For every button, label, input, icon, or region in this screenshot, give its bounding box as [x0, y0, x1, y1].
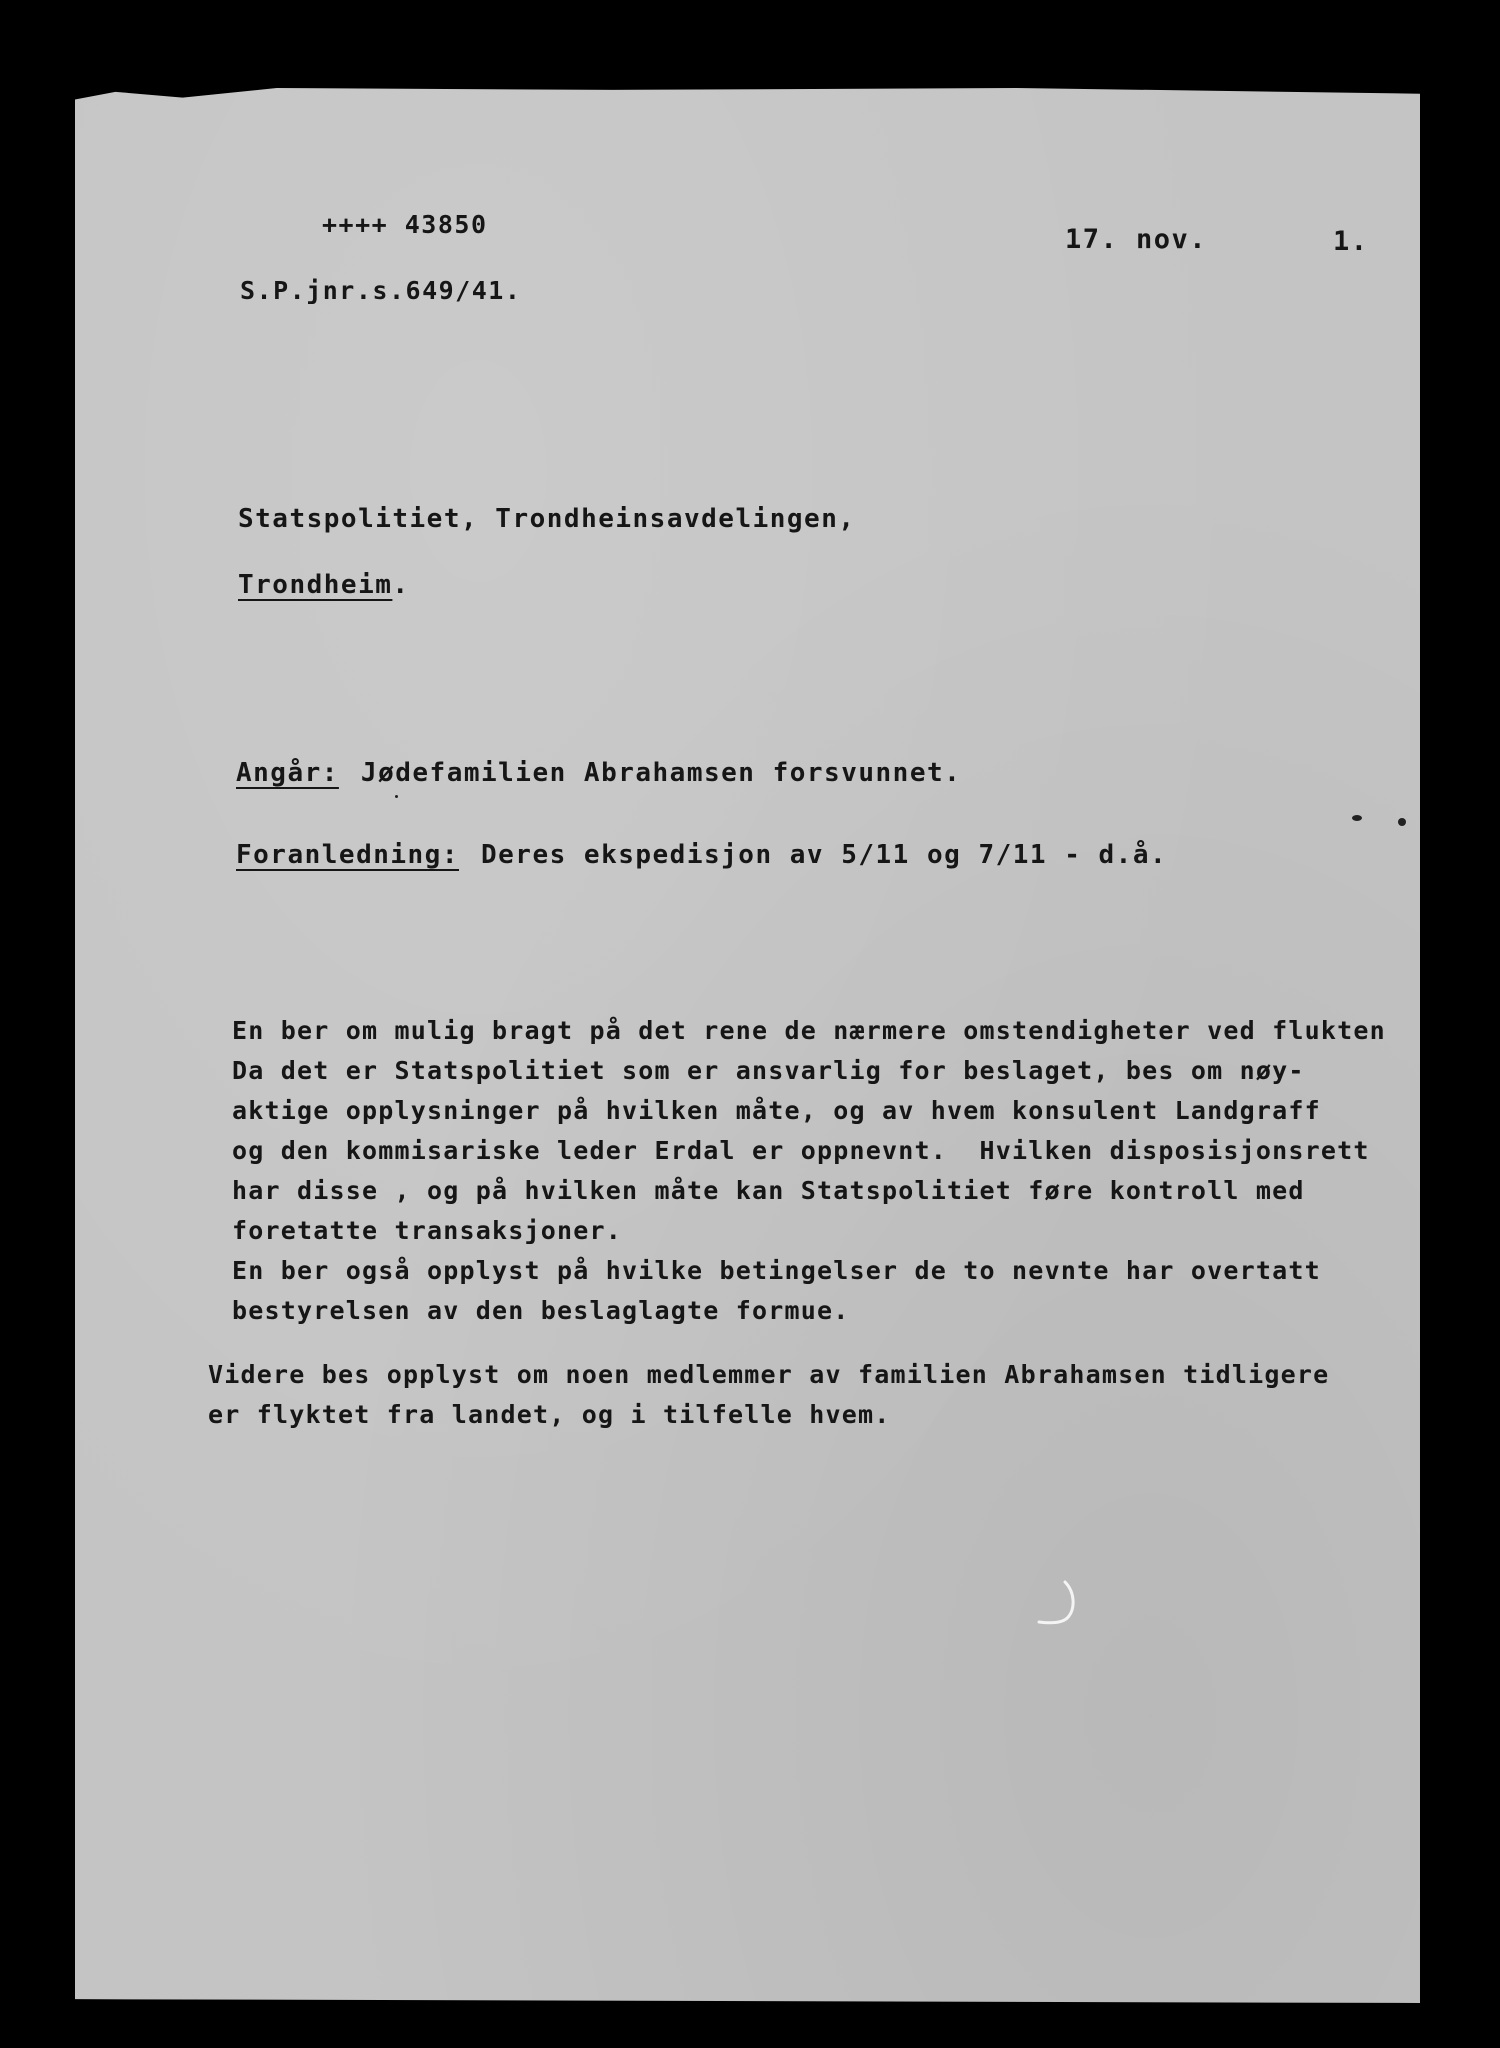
- closing-line: er flyktet fra landet, og i tilfelle hvem.: [208, 1400, 891, 1429]
- journal-number: S.P.jnr.s.649/41.: [240, 276, 522, 305]
- reason-line: [236, 842, 1167, 868]
- recipient-city-period: .: [392, 570, 410, 600]
- document-date: 17. nov.: [1065, 224, 1208, 255]
- body-line: aktige opplysninger på hvilken måte, og av hvem konsulent Landgraff: [232, 1096, 1321, 1125]
- body-line: En ber om mulig bragt på det rene de nærmere omstendigheter ved flukten: [232, 1016, 1386, 1045]
- body-line: Da det er Statspolitiet som er ansvarlig for beslaget, bes om nøy-: [232, 1056, 1305, 1085]
- reference-number: ++++ 43850: [322, 210, 488, 239]
- recipient-city: Trondheim: [238, 570, 393, 600]
- body-line: bestyrelsen av den beslaglagte formue.: [232, 1296, 850, 1325]
- reason-label: Foranledning:: [236, 840, 459, 870]
- paper-speck: [395, 795, 398, 798]
- closing-line: Videre bes opplyst om noen medlemmer av familien Abrahamsen tidligere: [208, 1360, 1330, 1389]
- reason-text: Deres ekspedisjon av 5/11 og 7/11 - d.å.: [481, 840, 1168, 870]
- body-line: har disse , og på hvilken måte kan Statspolitiet føre kontroll med: [232, 1176, 1305, 1205]
- subject-label: Angår:: [236, 758, 339, 788]
- body-line: og den kommisariske leder Erdal er oppnevnt. Hvilken disposisjonsrett: [232, 1136, 1370, 1165]
- page-number: 1.: [1333, 226, 1369, 257]
- paper-speck: [1352, 815, 1362, 821]
- document-page: [75, 88, 1420, 2003]
- subject-line: [236, 760, 961, 786]
- pen-mark-icon: [1035, 1580, 1095, 1630]
- subject-text: Jødefamilien Abrahamsen forsvunnet.: [360, 758, 962, 788]
- paper-speck: [1398, 818, 1406, 826]
- recipient-name: Statspolitiet, Trondheinsavdelingen,: [238, 504, 856, 534]
- body-line: En ber også opplyst på hvilke betingelser de to nevnte har overtatt: [232, 1256, 1321, 1285]
- recipient-city-line: [238, 572, 410, 598]
- body-line: foretatte transaksjoner.: [232, 1216, 623, 1245]
